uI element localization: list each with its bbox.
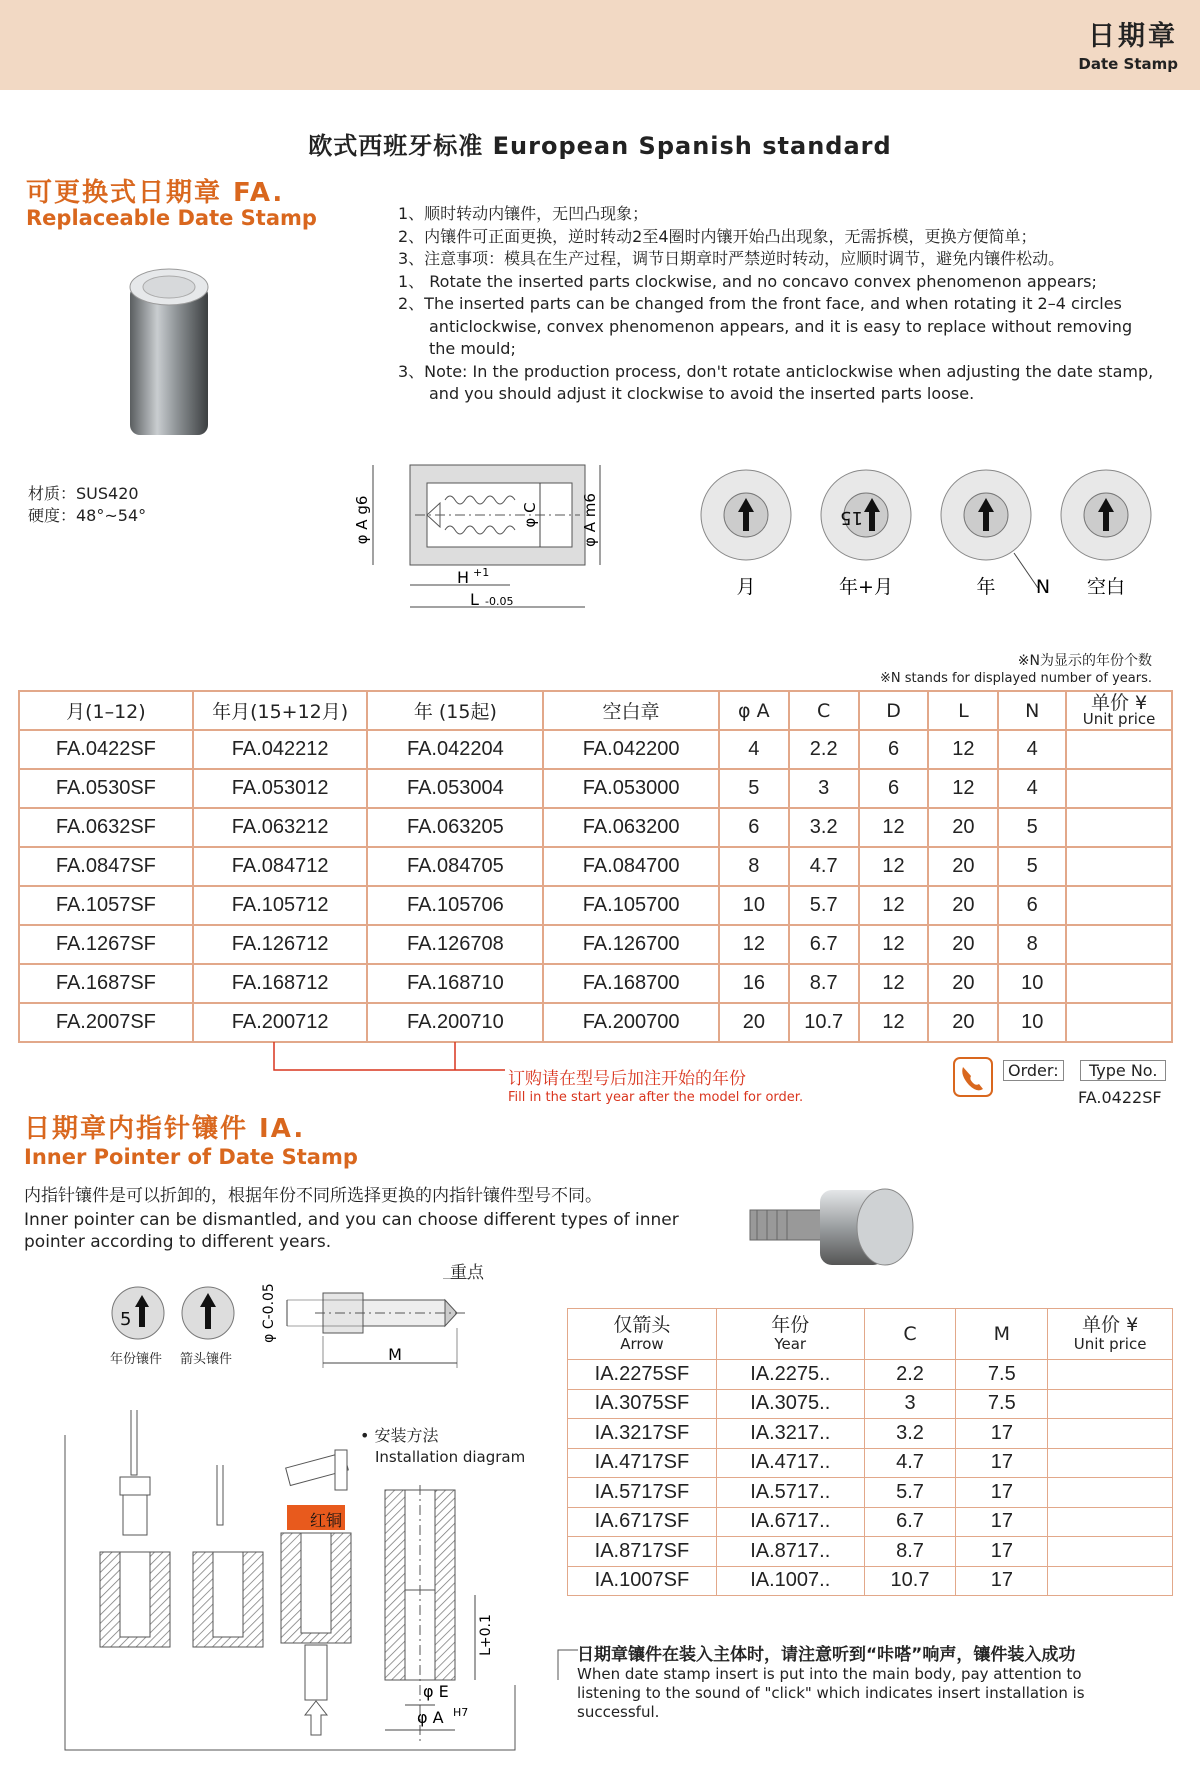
cell: FA.0632SF <box>19 808 193 847</box>
fa-title-en: Replaceable Date Stamp <box>26 206 317 230</box>
n-note-cn: ※N为显示的年份个数 <box>1017 653 1152 669</box>
price-cell <box>1048 1360 1173 1390</box>
cell: FA.200710 <box>367 1003 543 1042</box>
cell: 5 <box>719 769 789 808</box>
cell: IA.4717.. <box>716 1448 864 1478</box>
arrow-insert-icon <box>182 1287 234 1339</box>
cell: FA.053000 <box>543 769 719 808</box>
fa-note: and you should adjust it clockwise to avoid the inserted parts loose. <box>429 384 975 403</box>
arrow-insert-label: 箭头镶件 <box>180 1352 233 1367</box>
cell: 20 <box>928 808 998 847</box>
dim-phi-a-m6: φ A m6 <box>581 493 599 547</box>
cell: FA.053012 <box>193 769 368 808</box>
cell: 5.7 <box>789 886 859 925</box>
cell: 20 <box>928 925 998 964</box>
click-note-pointer <box>550 1642 580 1682</box>
standard-title: 欧式西班牙标准 European Spanish standard <box>308 132 892 160</box>
cell: 2.2 <box>864 1360 956 1390</box>
cell: 17 <box>956 1419 1048 1449</box>
ia-title-en: Inner Pointer of Date Stamp <box>24 1145 358 1169</box>
copper-label: 红铜 <box>310 1511 343 1530</box>
dial-year-month <box>821 470 911 560</box>
fa-title-cn: 可更换式日期章 FA. <box>26 178 285 208</box>
material: 材质：SUS420 <box>28 484 139 503</box>
click-note-en-line: listening to the sound of "click" which indicates insert installation is <box>577 1684 1085 1702</box>
cell: FA.0847SF <box>19 847 193 886</box>
cell: 4.7 <box>864 1448 956 1478</box>
cell: 8.7 <box>864 1537 956 1567</box>
cell: IA.2275SF <box>568 1360 717 1390</box>
order-bracket <box>270 1040 520 1080</box>
cell: 17 <box>956 1537 1048 1567</box>
cell: FA.063205 <box>367 808 543 847</box>
table-row <box>19 769 1172 808</box>
table-row <box>568 1507 1173 1537</box>
cell: FA.042212 <box>193 730 368 769</box>
cell: IA.2275.. <box>716 1360 864 1390</box>
cell: FA.0422SF <box>19 730 193 769</box>
cell: 16 <box>719 964 789 1003</box>
cell: 3 <box>864 1389 956 1419</box>
dim-phi-e: φ E <box>423 1682 449 1701</box>
phone-icon <box>953 1057 993 1097</box>
order-note-cn: 订购请在型号后加注开始的年份 <box>508 1069 746 1089</box>
cell: IA.3075SF <box>568 1389 717 1419</box>
type-no-example: FA.0422SF <box>1078 1088 1162 1107</box>
dim-h-tol: +1 <box>473 566 490 579</box>
cell: 17 <box>956 1478 1048 1508</box>
cell: 12 <box>859 925 929 964</box>
unit-price-cn: 单价 ¥ <box>1091 691 1148 714</box>
cell: FA.084705 <box>367 847 543 886</box>
fa-note: 1、顺时转动内镶件，无凹凸现象； <box>398 204 649 223</box>
cell: 6 <box>859 730 929 769</box>
dial-label-month: 月 <box>736 576 756 598</box>
table-row <box>568 1478 1173 1508</box>
key-point-label: 重点 <box>450 1263 484 1283</box>
fa-spec-table <box>18 690 1173 1043</box>
cell: 8 <box>719 847 789 886</box>
hardness: 硬度：48°~54° <box>28 506 147 525</box>
fa-note: 2、内镶件可正面更换，逆时转动2至4圈时内镶开始凸出现象，无需拆模，更换方便简单； <box>398 226 1037 246</box>
cell: FA.168700 <box>543 964 719 1003</box>
cell: FA.1057SF <box>19 886 193 925</box>
cell: IA.3075.. <box>716 1389 864 1419</box>
header-cn: 单价 ¥ <box>1082 1314 1139 1336</box>
price-cell <box>1048 1537 1173 1567</box>
ia-title-cn: 日期章内指针镶件 IA. <box>24 1114 306 1144</box>
cell: FA.084712 <box>193 847 368 886</box>
dim-h: H <box>457 568 470 587</box>
dim-phi-a-ia: φ A <box>417 1708 444 1727</box>
cell: 17 <box>956 1507 1048 1537</box>
col-header: 年月(15+12月) <box>193 691 368 730</box>
cell: 3 <box>789 769 859 808</box>
price-cell <box>1066 769 1172 808</box>
cell: IA.3217SF <box>568 1419 717 1449</box>
cell: FA.1687SF <box>19 964 193 1003</box>
table-row <box>19 1003 1172 1042</box>
ia-desc-en <box>24 1209 679 1253</box>
col-header: 年 (15起) <box>367 691 543 730</box>
cell: 20 <box>719 1003 789 1042</box>
col-header: φ A <box>719 691 789 730</box>
order-label: Order: <box>1003 1060 1064 1081</box>
table-row <box>19 886 1172 925</box>
dim-phi-c: φ C <box>521 502 539 528</box>
cell: FA.168712 <box>193 964 368 1003</box>
price-cell <box>1066 730 1172 769</box>
svg-text:5: 5 <box>120 1309 132 1330</box>
cell: FA.105712 <box>193 886 368 925</box>
ia-desc-en-line: pointer according to different years. <box>24 1232 332 1252</box>
table-row <box>19 964 1172 1003</box>
cell: 4 <box>719 730 789 769</box>
cell: FA.126700 <box>543 925 719 964</box>
col-header: N <box>998 691 1066 730</box>
dim-m: M <box>388 1345 402 1364</box>
cell: 3.2 <box>864 1419 956 1449</box>
cell: FA.1267SF <box>19 925 193 964</box>
cell: FA.084700 <box>543 847 719 886</box>
price-cell <box>1066 886 1172 925</box>
cell: 20 <box>928 964 998 1003</box>
col-header: L <box>928 691 998 730</box>
cell: 3.2 <box>789 808 859 847</box>
cell: 12 <box>859 1003 929 1042</box>
dial-diagrams <box>698 468 1168 608</box>
cell: 8.7 <box>789 964 859 1003</box>
cell: 6 <box>998 886 1066 925</box>
ia-desc-en-line: Inner pointer can be dismantled, and you can choose different types of inner <box>24 1210 679 1230</box>
cell: 17 <box>956 1448 1048 1478</box>
dial-label-year-month: 年+月 <box>839 576 893 598</box>
dim-l-tol: -0.05 <box>485 595 514 608</box>
cell: IA.6717SF <box>568 1507 717 1537</box>
ia-desc-cn: 内指针镶件是可以折卸的，根据年份不同所选择更换的内指针镶件型号不同。 <box>24 1186 602 1206</box>
year-insert-icon <box>112 1287 164 1339</box>
cell: 7.5 <box>956 1389 1048 1419</box>
cell: 20 <box>928 886 998 925</box>
cell: 6.7 <box>789 925 859 964</box>
year-insert-label: 年份镶件 <box>110 1352 163 1367</box>
cell: 5 <box>998 808 1066 847</box>
fa-note: anticlockwise, convex phenomenon appears, and it is easy to replace without removing <box>429 316 1133 336</box>
cell: 7.5 <box>956 1360 1048 1390</box>
material-info <box>28 483 146 527</box>
price-cell <box>1048 1448 1173 1478</box>
click-note-en-line: When date stamp insert is put into the main body, pay attention to <box>577 1665 1082 1683</box>
table-row <box>568 1448 1173 1478</box>
table-row <box>568 1389 1173 1419</box>
table-row <box>19 847 1172 886</box>
type-no-label: Type No. <box>1080 1060 1166 1081</box>
cell: IA.6717.. <box>716 1507 864 1537</box>
cell: FA.0530SF <box>19 769 193 808</box>
cell: FA.105706 <box>367 886 543 925</box>
cell: FA.042204 <box>367 730 543 769</box>
table-header-row <box>568 1309 1173 1360</box>
header-cn: 仅箭头 <box>613 1314 671 1336</box>
cell: 12 <box>859 964 929 1003</box>
order-note-en: Fill in the start year after the model for order. <box>508 1090 804 1105</box>
cell: 12 <box>928 769 998 808</box>
table-row <box>19 808 1172 847</box>
n-note-en: ※N stands for displayed number of years. <box>880 671 1152 686</box>
cell: 2.2 <box>789 730 859 769</box>
cell: IA.1007SF <box>568 1566 717 1596</box>
cell: 17 <box>956 1566 1048 1596</box>
price-cell <box>1048 1478 1173 1508</box>
dim-l-tol-ia: L+0.1 <box>478 1614 494 1656</box>
col-header: 月(1–12) <box>19 691 193 730</box>
inner-pointer-photo <box>745 1180 935 1280</box>
col-header-m: M <box>956 1309 1048 1360</box>
dial-year <box>941 470 1031 560</box>
header-en: Unit price <box>1073 1335 1147 1353</box>
cell: FA.126712 <box>193 925 368 964</box>
price-cell <box>1066 1003 1172 1042</box>
dial-label-blank: 空白 <box>1086 576 1126 598</box>
ia-spec-table <box>567 1308 1173 1596</box>
cell: FA.2007SF <box>19 1003 193 1042</box>
dial-label-n: N <box>1035 576 1051 598</box>
ia-dimension-drawing <box>255 1278 505 1388</box>
header-en: Year <box>774 1335 807 1353</box>
col-header-c: C <box>864 1309 956 1360</box>
cell: 10 <box>998 1003 1066 1042</box>
header-en: Arrow <box>620 1335 664 1353</box>
table-row <box>568 1537 1173 1567</box>
fa-notes <box>398 203 1188 406</box>
dim-l: L <box>470 590 479 609</box>
fa-note: the mould; <box>429 339 516 358</box>
cell: FA.053004 <box>367 769 543 808</box>
cell: 12 <box>859 808 929 847</box>
table-row <box>19 925 1172 964</box>
cell: 10 <box>719 886 789 925</box>
cell: IA.3217.. <box>716 1419 864 1449</box>
table-row <box>568 1566 1173 1596</box>
cell: 6 <box>859 769 929 808</box>
price-cell <box>1048 1566 1173 1596</box>
cell: 12 <box>928 730 998 769</box>
cell: IA.1007.. <box>716 1566 864 1596</box>
fa-note: 3、Note: In the production process, don't rotate anticlockwise when adjusting the date stamp, <box>398 361 1154 381</box>
click-note-cn: 日期章镶件在装入主体时，请注意听到“咔嗒”响声，镶件装入成功 <box>577 1645 1076 1665</box>
col-header-unit-price <box>1048 1309 1173 1360</box>
col-header: D <box>859 691 929 730</box>
install-title-en: Installation diagram <box>375 1448 526 1466</box>
header-band <box>0 0 1200 90</box>
cell: 6.7 <box>864 1507 956 1537</box>
dial-label-year: 年 <box>976 576 996 598</box>
table-row <box>568 1419 1173 1449</box>
cell: 4 <box>998 769 1066 808</box>
dial-month <box>701 470 791 560</box>
cell: 10.7 <box>864 1566 956 1596</box>
table-row <box>19 730 1172 769</box>
header-subtitle: Date Stamp <box>1078 55 1178 73</box>
price-cell <box>1048 1419 1173 1449</box>
cell: 20 <box>928 847 998 886</box>
cell: IA.8717SF <box>568 1537 717 1567</box>
install-title-cn: • 安装方法 <box>360 1426 439 1445</box>
col-header: 空白章 <box>543 691 719 730</box>
cell: 5 <box>998 847 1066 886</box>
cell: FA.042200 <box>543 730 719 769</box>
cell: IA.4717SF <box>568 1448 717 1478</box>
click-note-en-line: successful. <box>577 1703 660 1721</box>
table-row <box>568 1360 1173 1390</box>
price-cell <box>1048 1507 1173 1537</box>
cell: 10 <box>998 964 1066 1003</box>
cell: FA.105700 <box>543 886 719 925</box>
cell: 12 <box>859 886 929 925</box>
cell: IA.5717.. <box>716 1478 864 1508</box>
cell: FA.200700 <box>543 1003 719 1042</box>
svg-text:15: 15 <box>840 507 863 528</box>
unit-price-header <box>1066 691 1172 730</box>
cell: FA.126708 <box>367 925 543 964</box>
dim-h7: H7 <box>453 1706 469 1719</box>
cell: 4.7 <box>789 847 859 886</box>
cell: FA.200712 <box>193 1003 368 1042</box>
dim-phi-c-tol: φ C-0.05 <box>261 1283 277 1343</box>
cell: 4 <box>998 730 1066 769</box>
fa-cross-section-drawing <box>345 455 685 635</box>
price-cell <box>1066 925 1172 964</box>
click-note-en <box>577 1665 1085 1722</box>
price-cell <box>1066 808 1172 847</box>
cell: FA.168710 <box>367 964 543 1003</box>
col-header-year <box>716 1309 864 1360</box>
date-stamp-photo <box>120 265 220 445</box>
cell: 6 <box>719 808 789 847</box>
dial-blank <box>1061 470 1151 560</box>
fa-note: 2、The inserted parts can be changed from the front face, and when rotating it 2–4 circles <box>398 294 1122 313</box>
col-header: C <box>789 691 859 730</box>
cell: FA.063212 <box>193 808 368 847</box>
cell: 5.7 <box>864 1478 956 1508</box>
cell: IA.5717SF <box>568 1478 717 1508</box>
col-header-arrow <box>568 1309 717 1360</box>
price-cell <box>1048 1389 1173 1419</box>
price-cell <box>1066 847 1172 886</box>
cell: 8 <box>998 925 1066 964</box>
cell: IA.8717.. <box>716 1537 864 1567</box>
cell: 12 <box>859 847 929 886</box>
table-header-row <box>19 691 1172 730</box>
installation-diagram <box>55 1405 555 1760</box>
fa-note: 3、注意事项：模具在生产过程，调节日期章时严禁逆时转动，应顺时调节，避免内镶件松动。 <box>398 249 1065 268</box>
dim-phi-a-g6: φ A g6 <box>353 495 371 545</box>
header-cn: 年份 <box>771 1314 810 1336</box>
cell: FA.063200 <box>543 808 719 847</box>
ia-insert-icons <box>108 1285 248 1350</box>
fa-note: 1、 Rotate the inserted parts clockwise, and no concavo convex phenomenon appears; <box>398 271 1097 291</box>
cell: 20 <box>928 1003 998 1042</box>
unit-price-en: Unit price <box>1082 709 1156 728</box>
cell: 12 <box>719 925 789 964</box>
price-cell <box>1066 964 1172 1003</box>
header-title: 日期章 <box>1088 21 1178 52</box>
cell: 10.7 <box>789 1003 859 1042</box>
